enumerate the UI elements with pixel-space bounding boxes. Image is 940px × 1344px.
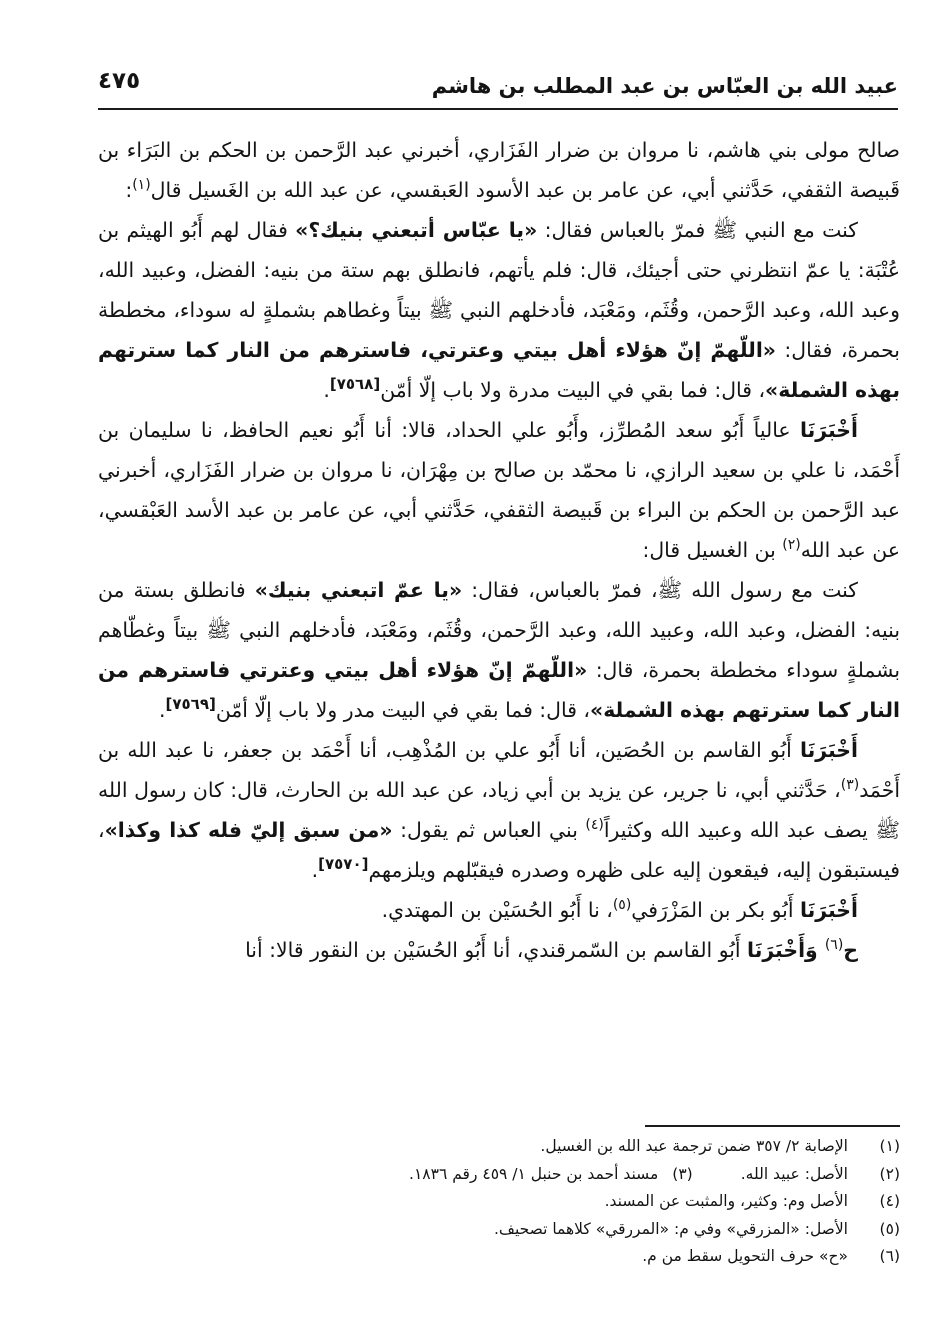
paragraph-text: ، قال: فما بقي في البيت مدر ولا باب إلّا أمّن bbox=[215, 698, 591, 722]
page-number: ٤٧٥ bbox=[98, 68, 141, 94]
footnote-4 bbox=[140, 1188, 900, 1216]
footnote-ref: (٥) bbox=[612, 897, 632, 914]
hadith-quote: «من سبق إليّ فله كذا وكذا» bbox=[104, 818, 393, 842]
footnote-number: (٤) bbox=[879, 1192, 900, 1210]
paragraph-6 bbox=[98, 890, 900, 930]
paragraph-text: ، قال: فما بقي في البيت مدرة ولا باب إلّا أمّن bbox=[380, 378, 766, 402]
running-title: عبيد الله بن العبّاس بن عبد المطلب بن هاشم bbox=[431, 74, 898, 98]
hadith-number: [٧٥٧٠] bbox=[318, 855, 369, 874]
paragraph-text: ، نا أَبُو الحُسَيْن بن المهتدي. bbox=[381, 898, 613, 922]
footnote-number: (٥) bbox=[879, 1219, 900, 1238]
hadith-number: [٧٥٦٩] bbox=[165, 695, 216, 714]
paragraph-7 bbox=[98, 930, 900, 970]
paragraph-text: فقال لهم أَبُو الهيثم بن عُتْبَة: يا عمّ انتظرني حتى أجيئك، قال: فلم يأتهم، فانطلق بهم ستة من بنيه: الفضل، وعبيد الله، وعبد الله، وعبد الرَّحمن، وقُثَم، ومَعْبَد، فأدخلهم النبي ﷺ بيتاً وغطاهم بشملةٍ له سوداء، مخططة بحمرة، فقال: bbox=[98, 218, 900, 362]
footnote-6 bbox=[140, 1243, 900, 1271]
footnote-2 bbox=[140, 1161, 900, 1189]
paragraph-text: أَبُو القاسم بن الحُصَين، أنا أَبُو علي بن المُذْهِب، أنا أَحْمَد بن جعفر، نا عبد الله بن أَحْمَد bbox=[98, 738, 900, 802]
footnote-number: (١) bbox=[879, 1137, 900, 1155]
paragraph-text: بني العباس ثم يقول: bbox=[392, 818, 586, 842]
paragraph-text: كنت مع النبي ﷺ فمرّ بالعباس فقال: bbox=[537, 218, 858, 242]
paragraph-text: أَبُو بكر بن المَزْرَفي bbox=[631, 898, 800, 922]
paragraph-text: : bbox=[125, 178, 133, 202]
paragraph-3 bbox=[98, 410, 900, 570]
isnad-keyword: أَخْبَرَنَا bbox=[799, 898, 858, 922]
hadith-quote: «يا عبّاس أتبعني بنيك؟» bbox=[295, 218, 538, 242]
footnote-ref: (١) bbox=[132, 177, 151, 194]
paragraph-text: صالح مولى بني هاشم، نا مروان بن ضرار الفَزَاري، أخبرني عبد الرَّحمن بن الحكم بن البَرَاء بن قَبيصة الثقفي، حَدَّثني أبي، عن عامر بن عبد الأسود العَبقسي، عن عبد الله بن الغَسيل قال bbox=[98, 138, 900, 202]
footnote-text: الأصل: عبيد الله. bbox=[740, 1164, 848, 1183]
tahwil-mark: ح bbox=[843, 938, 858, 962]
footnote-ref: (٤) bbox=[585, 817, 604, 834]
footnote-ref: (٢) bbox=[782, 537, 801, 554]
hadith-quote: «اللّهمّ إنّ هؤلاء أهل بيتي وعترتي، فاسترهم من النار كما سترتهم بهذه الشملة» bbox=[98, 338, 900, 402]
page-header bbox=[98, 60, 898, 110]
isnad-keyword: أَخْبَرَنَا bbox=[799, 738, 858, 762]
footnote-number: (٣) bbox=[672, 1164, 693, 1183]
footnote-1 bbox=[140, 1133, 900, 1161]
footnote-text: «ح» حرف التحويل سقط من م. bbox=[642, 1247, 848, 1265]
footnote-divider bbox=[645, 1125, 900, 1127]
hadith-quote: «اللّهمّ إنّ هؤلاء أهل بيتي وعترتي فاسترهم من النار كما سترتهم بهذه الشملة» bbox=[98, 658, 900, 722]
paragraph-text: . bbox=[323, 378, 330, 402]
footnote-ref: (٦) bbox=[824, 937, 844, 954]
paragraph-text: ، حَدَّثني أبي، نا جرير، عن يزيد بن أبي زياد، عن عبد الله بن الحارث، قال: كان رسول الله ﷺ يصف عبد الله وعبيد الله وكثيراً bbox=[98, 778, 900, 842]
footnote-5 bbox=[140, 1216, 900, 1244]
footnotes bbox=[140, 1133, 900, 1271]
paragraph-5 bbox=[98, 730, 900, 890]
footnote-text: مسند أحمد بن حنبل ١/ ٤٥٩ رقم ١٨٣٦. bbox=[409, 1164, 659, 1183]
paragraph-text: . bbox=[159, 698, 166, 722]
isnad-keyword: أَخْبَرَنَا bbox=[799, 418, 858, 442]
footnote-ref: (٣) bbox=[840, 777, 860, 794]
isnad-keyword: وَأَخْبَرَنَا bbox=[747, 938, 825, 962]
paragraph-text: . bbox=[311, 858, 319, 882]
paragraph-4 bbox=[98, 570, 900, 730]
hadith-quote: «يا عمّ اتبعني بنيك» bbox=[254, 578, 463, 602]
footnote-number: (٢) bbox=[879, 1164, 900, 1183]
paragraph-text: ، فيستبقون إليه، فيقعون إليه على ظهره وصدره فيقبّلهم ويلزمهم bbox=[98, 818, 900, 882]
main-text bbox=[98, 130, 900, 970]
paragraph-2 bbox=[98, 210, 900, 410]
footnote-text: الإصابة ٢/ ٣٥٧ ضمن ترجمة عبد الله بن الغسيل. bbox=[540, 1137, 848, 1155]
paragraph-text: فانطلق بستة من بنيه: الفضل، وعبد الله، وعبيد الله، وعبد الرَّحمن، وقُثَم، ومَعْبَد، فأدخلهم النبي ﷺ بيتاً وغطّاهم بشملةٍ سوداء مخططة بحمرة، قال: bbox=[98, 578, 900, 682]
hadith-number: [٧٥٦٨] bbox=[329, 375, 381, 394]
paragraph-1 bbox=[98, 130, 900, 210]
paragraph-text: عالياً أَبُو سعد المُطرِّز، وأَبُو علي الحداد، قالا: أنا أَبُو نعيم الحافظ، نا سليمان بن أَحْمَد، نا علي بن سعيد الرازي، نا محمّد بن صالح بن مِهْرَان، نا مروان بن ضرار الفَزَاري، أخبرني عبد الرَّحمن بن الحكم بن البراء بن قَبيصة الثقفي، حَدَّثني أبي، عن عامر بن عبد الأسد العَبْقسي، عن عبد الله bbox=[98, 418, 900, 562]
footnote-text: الأصل: «المزرقي» وفي م: «المررقي» كلاهما تصحيف. bbox=[493, 1219, 848, 1238]
footnote-number: (٦) bbox=[879, 1247, 900, 1265]
paragraph-text: أَبُو القاسم بن السّمرقندي، أنا أَبُو الحُسَيْن بن النقور قالا: أنا bbox=[245, 938, 748, 962]
footnote-text: الأصل وم: وكثير، والمثبت عن المسند. bbox=[604, 1192, 848, 1210]
paragraph-text: بن الغسيل قال: bbox=[642, 538, 783, 562]
paragraph-text: كنت مع رسول الله ﷺ، فمرّ بالعباس، فقال: bbox=[462, 578, 858, 602]
